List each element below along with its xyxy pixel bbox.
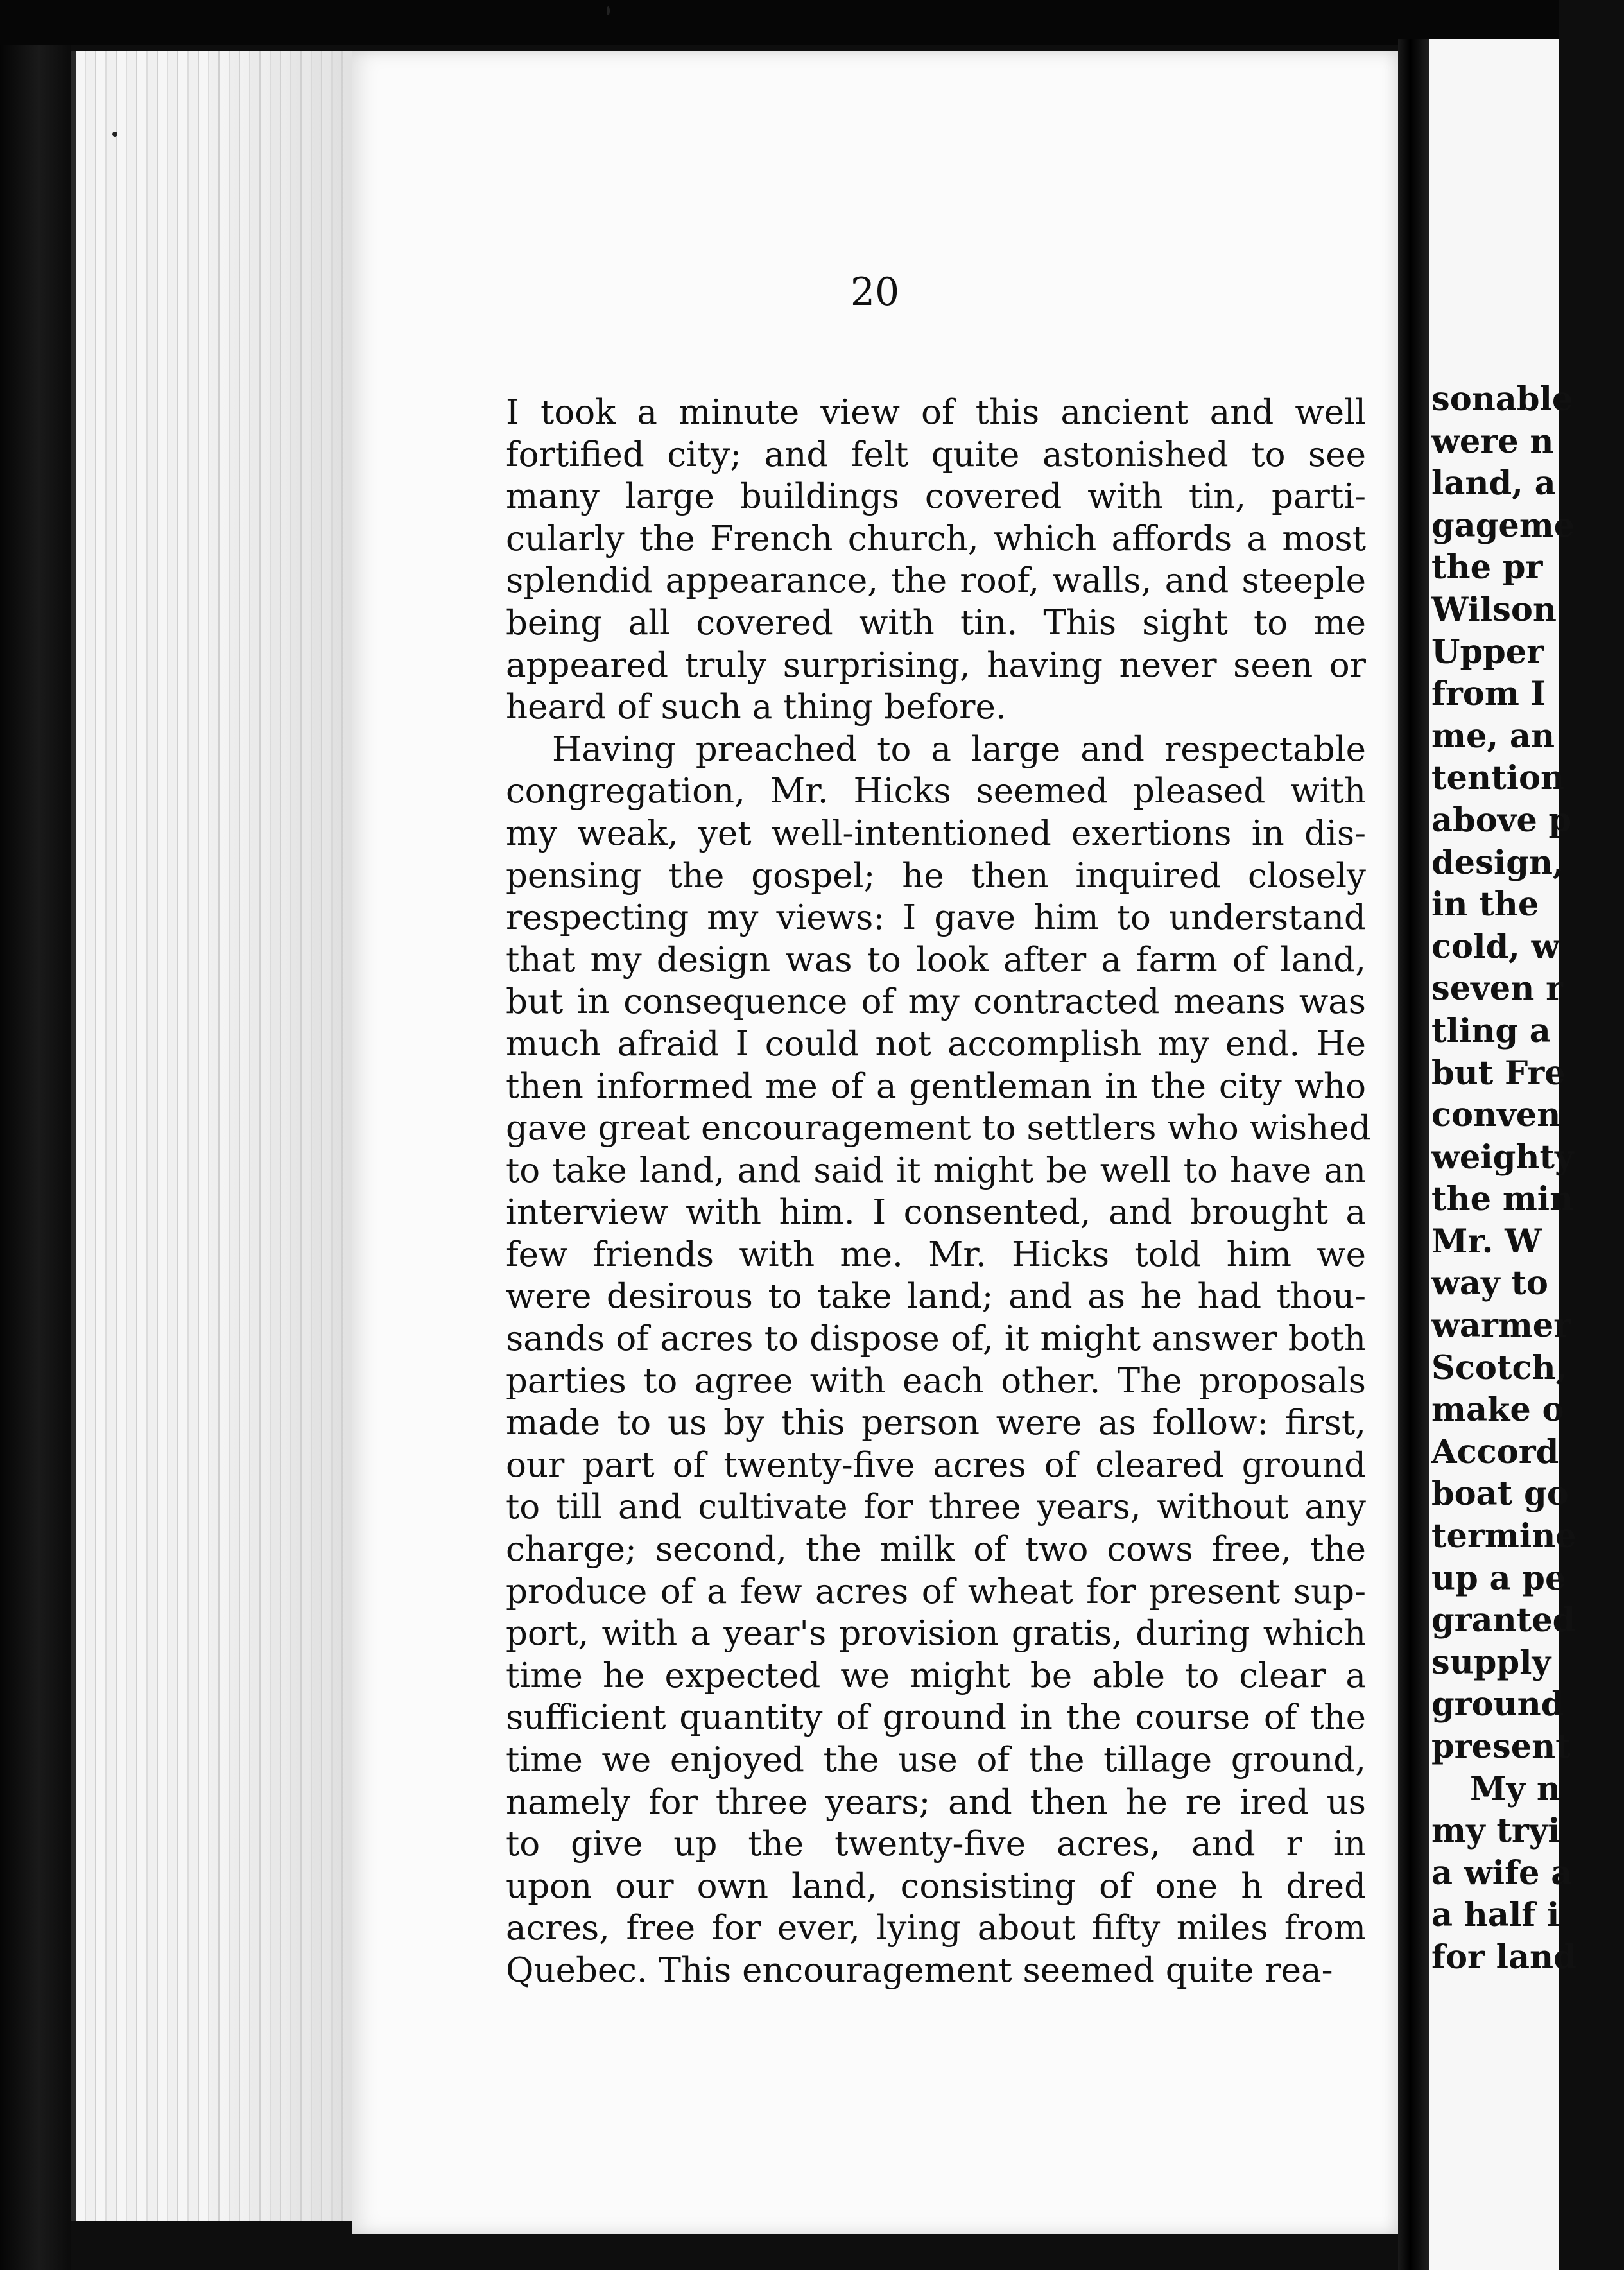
text-line: produce of a few acres of wheat for present sup- bbox=[506, 1572, 1366, 1611]
scan-speck bbox=[112, 132, 117, 137]
text-line: splendid appearance, the roof, walls, and steeple bbox=[506, 561, 1366, 601]
facing-text-line: boat go bbox=[1431, 1475, 1569, 1514]
facing-text-line: cold, w bbox=[1431, 927, 1560, 966]
text-line: being all covered with tin. This sight to me bbox=[506, 603, 1366, 643]
page-body-text bbox=[506, 392, 1371, 1992]
text-line: that my design was to look after a farm of land, bbox=[506, 940, 1366, 980]
text-line: gave great encouragement to settlers who wished bbox=[506, 1109, 1371, 1148]
facing-text-line: Accord bbox=[1431, 1432, 1559, 1471]
facing-text-line: up a pe bbox=[1431, 1559, 1566, 1598]
facing-text-line: in the bbox=[1431, 885, 1539, 924]
facing-text-line: for land bbox=[1431, 1937, 1576, 1977]
text-line: appeared truly surprising, having never seen or bbox=[506, 645, 1366, 685]
facing-text-line: Wilson bbox=[1431, 590, 1557, 629]
text-line: upon our own land, consisting of one h dred bbox=[506, 1866, 1366, 1906]
facing-text-line: tling a bbox=[1431, 1011, 1551, 1050]
facing-text-line: Upper bbox=[1431, 632, 1544, 671]
facing-text-line: my tryi bbox=[1431, 1812, 1560, 1851]
facing-text-line: above p bbox=[1431, 801, 1572, 840]
facing-page bbox=[1429, 39, 1576, 2270]
facing-text-line: gageme bbox=[1431, 506, 1575, 545]
scan-border-left bbox=[0, 0, 71, 2270]
text-line: made to us by this person were as follow: first, bbox=[506, 1403, 1366, 1443]
text-line: pensing the gospel; he then inquired closely bbox=[506, 856, 1366, 896]
facing-text-line: land, a bbox=[1431, 464, 1556, 503]
facing-text-line: supply bbox=[1431, 1643, 1551, 1682]
text-line: our part of twenty-five acres of cleared ground bbox=[506, 1445, 1366, 1485]
text-line: time we enjoyed the use of the tillage ground, bbox=[506, 1740, 1366, 1780]
facing-text-line: from I bbox=[1431, 675, 1546, 714]
text-line: sands of acres to dispose of, it might answer both bbox=[506, 1319, 1366, 1359]
text-line: cularly the French church, which affords a most bbox=[506, 519, 1366, 559]
facing-page-text bbox=[1431, 379, 1624, 1979]
facing-text-line: me, an bbox=[1431, 716, 1555, 756]
facing-text-line: My n bbox=[1470, 1769, 1560, 1808]
text-line: acres, free for ever, lying about fifty miles from bbox=[506, 1909, 1366, 1948]
text-line: interview with him. I consented, and brought a bbox=[506, 1193, 1366, 1233]
facing-text-line: weighty bbox=[1431, 1138, 1574, 1177]
facing-text-line: warmer bbox=[1431, 1306, 1571, 1346]
facing-text-line: a wife a bbox=[1431, 1853, 1573, 1893]
text-line: were desirous to take land; and as he had thou- bbox=[506, 1277, 1366, 1317]
text-line: to give up the twenty-five acres, and r in bbox=[506, 1824, 1366, 1864]
text-line: then informed me of a gentleman in the city who bbox=[506, 1066, 1366, 1106]
text-line: charge; second, the milk of two cows free, the bbox=[506, 1530, 1366, 1570]
facing-text-line: seven r bbox=[1431, 969, 1563, 1009]
facing-text-line: granted bbox=[1431, 1601, 1576, 1640]
facing-text-line: Scotch, bbox=[1431, 1348, 1568, 1387]
facing-text-line: sonable bbox=[1431, 380, 1573, 419]
facing-text-line: a half i bbox=[1431, 1896, 1560, 1935]
facing-text-line: termine bbox=[1431, 1517, 1576, 1556]
text-line: parties to agree with each other. The proposals bbox=[506, 1361, 1366, 1401]
facing-text-line: but Fre bbox=[1431, 1053, 1566, 1093]
text-line: congregation, Mr. Hicks seemed pleased with bbox=[506, 772, 1366, 811]
text-line: my weak, yet well-intentioned exertions in dis- bbox=[506, 813, 1366, 853]
facing-text-line: the pr bbox=[1431, 548, 1543, 587]
book-page bbox=[352, 51, 1398, 2234]
facing-text-line: present bbox=[1431, 1728, 1571, 1766]
text-line: to till and cultivate for three years, without any bbox=[506, 1487, 1366, 1527]
text-line: to take land, and said it might be well to have an bbox=[506, 1150, 1366, 1190]
text-line: much afraid I could not accomplish my end. He bbox=[506, 1024, 1366, 1064]
book-gutter bbox=[1398, 39, 1429, 2270]
page-number: 20 bbox=[850, 270, 900, 315]
text-line: fortified city; and felt quite astonished to see bbox=[506, 435, 1366, 474]
facing-text-line: were n bbox=[1431, 422, 1554, 461]
facing-text-line: the min bbox=[1431, 1180, 1574, 1219]
facing-text-line: conven bbox=[1431, 1096, 1561, 1135]
scan-border-top bbox=[0, 0, 1559, 45]
text-line: but in consequence of my contracted means was bbox=[506, 982, 1366, 1022]
facing-text-line: make o bbox=[1431, 1391, 1564, 1430]
facing-text-line: design, bbox=[1431, 843, 1564, 882]
text-line: sufficient quantity of ground in the course of the bbox=[506, 1698, 1366, 1738]
facing-text-line: Mr. W bbox=[1431, 1222, 1542, 1261]
page-block-shadow bbox=[205, 51, 359, 2221]
facing-text-line: way to bbox=[1431, 1264, 1548, 1303]
text-line: I took a minute view of this ancient and well bbox=[506, 393, 1366, 432]
text-line: many large buildings covered with tin, parti- bbox=[506, 477, 1366, 517]
text-line: Quebec. This encouragement seemed quite rea- bbox=[506, 1950, 1333, 1990]
text-line: Having preached to a large and respectable bbox=[552, 729, 1366, 769]
text-line: few friends with me. Mr. Hicks told him we bbox=[506, 1235, 1366, 1274]
text-line: respecting my views: I gave him to understand bbox=[506, 898, 1366, 938]
text-line: port, with a year's provision gratis, during which bbox=[506, 1614, 1366, 1654]
facing-text-line: ground bbox=[1431, 1685, 1564, 1724]
text-line: heard of such a thing before. bbox=[506, 688, 1006, 727]
scan-speck bbox=[607, 6, 610, 15]
facing-text-line: tention bbox=[1431, 759, 1565, 798]
text-line: time he expected we might be able to clear a bbox=[506, 1656, 1366, 1695]
text-line: namely for three years; and then he re ired us bbox=[506, 1782, 1366, 1822]
